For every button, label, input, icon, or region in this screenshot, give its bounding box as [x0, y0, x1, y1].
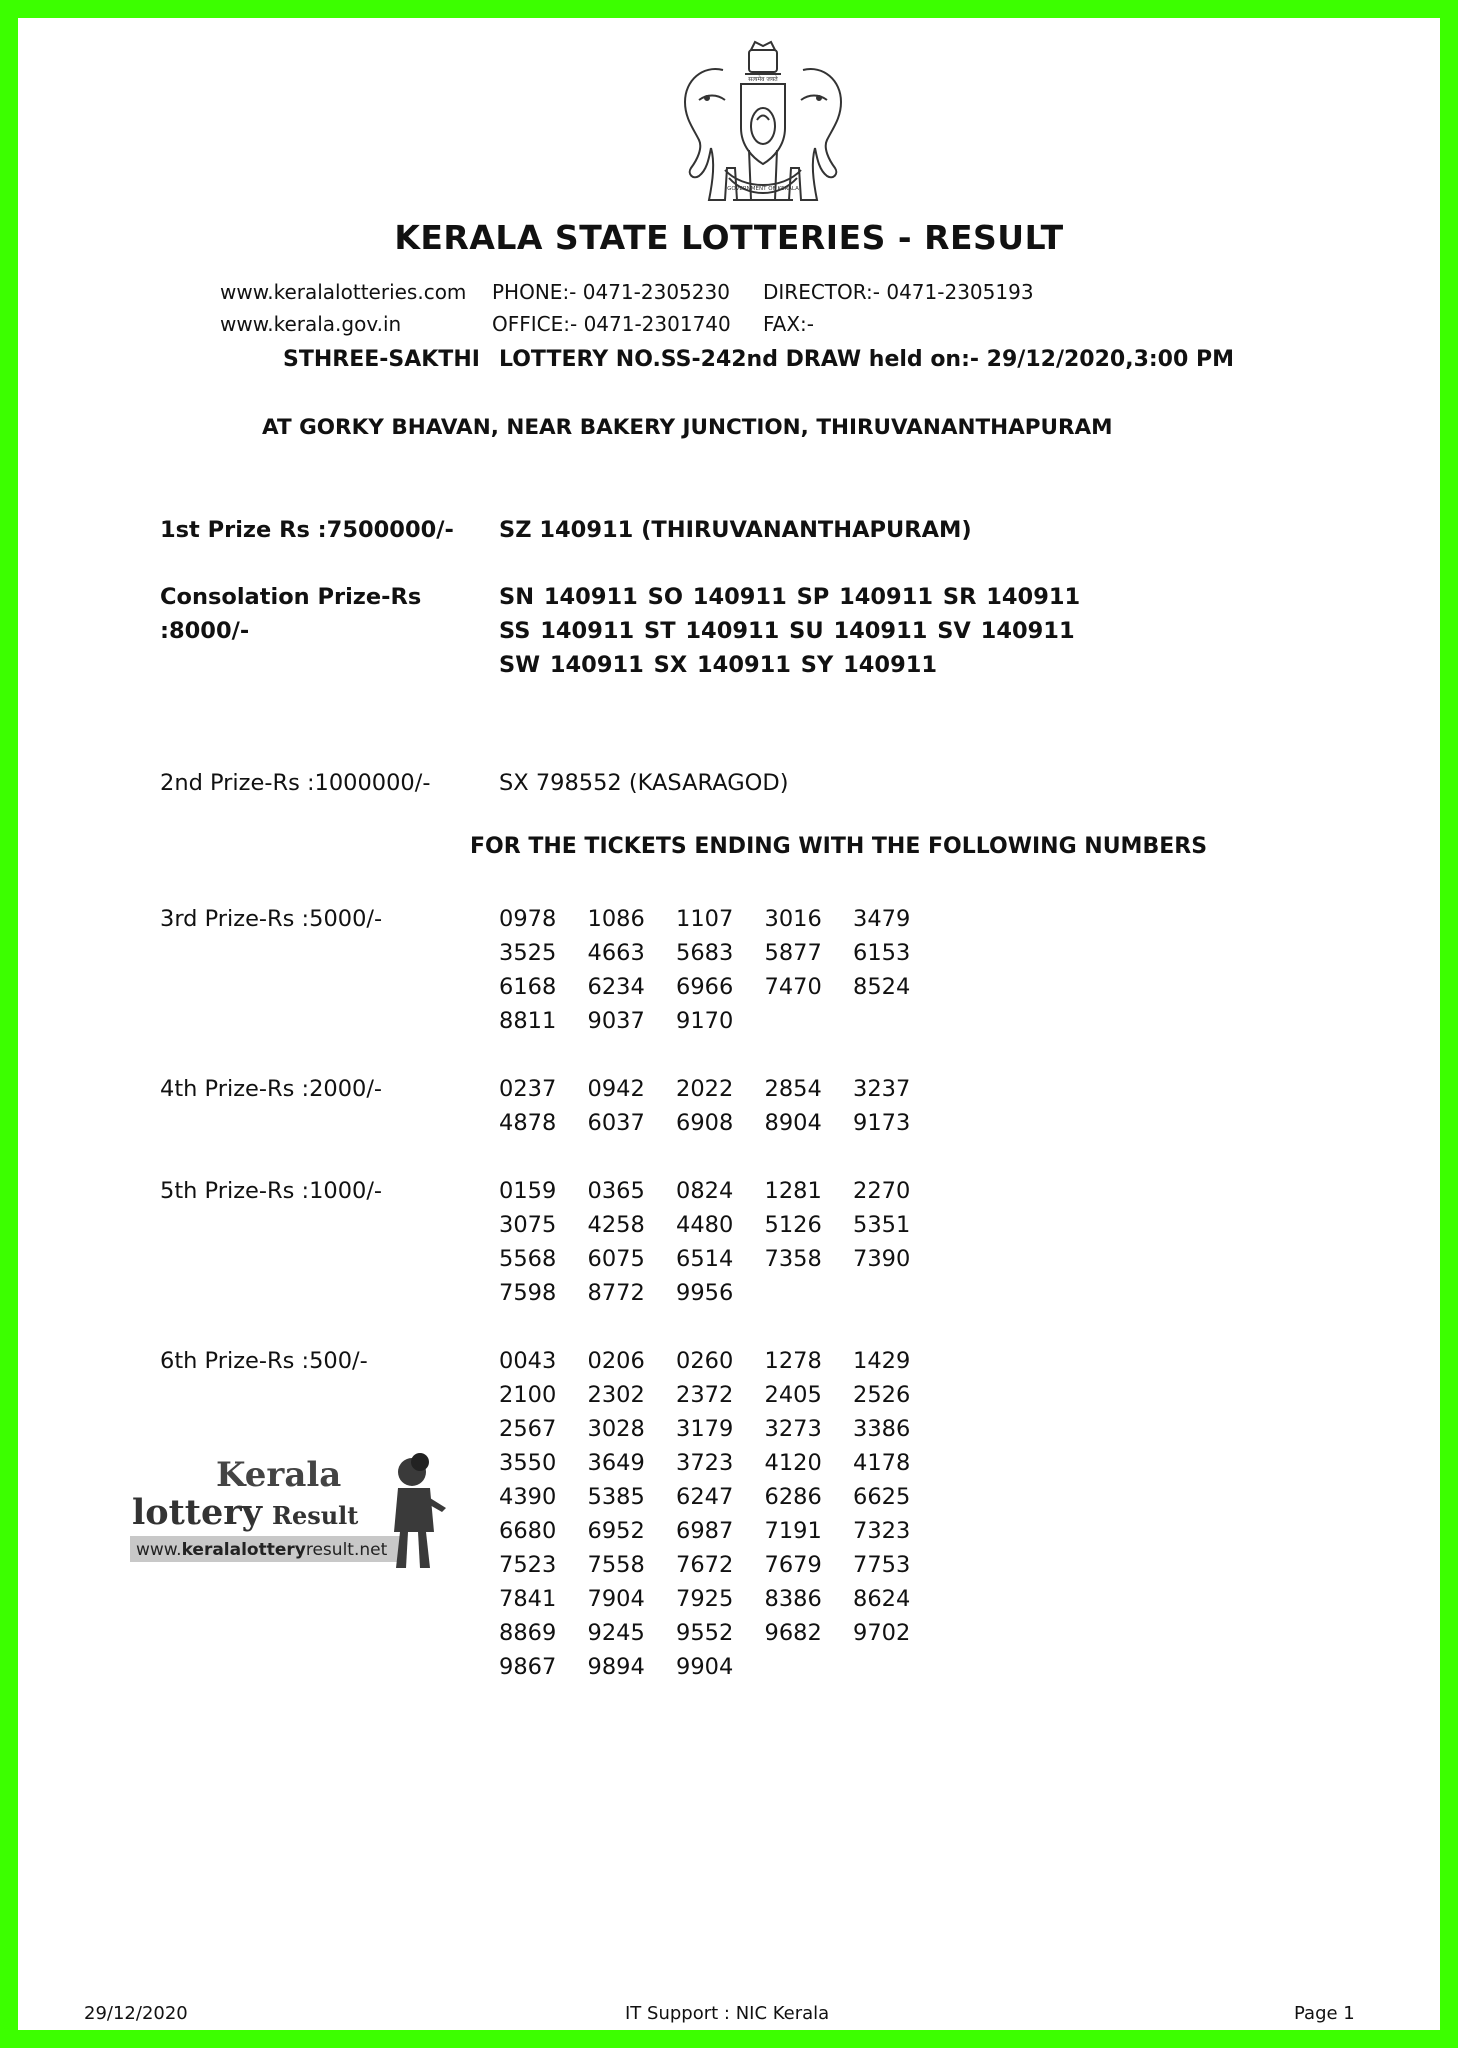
kerala-emblem-icon	[663, 40, 863, 212]
winning-number: 7679	[764, 1552, 822, 1578]
winning-number: 6168	[499, 974, 557, 1000]
winning-number: 2526	[853, 1382, 911, 1408]
winning-number: 2100	[499, 1382, 557, 1408]
second-prize-label: 2nd Prize-Rs :1000000/-	[160, 770, 431, 796]
winning-number: 6037	[587, 1110, 645, 1136]
winning-number: 1429	[853, 1348, 911, 1374]
footer-page: Page 1	[1294, 2003, 1355, 2024]
winning-number: 3075	[499, 1212, 557, 1238]
winning-number: 9173	[853, 1110, 911, 1136]
boy-figure-icon	[394, 1453, 446, 1568]
winning-number: 3179	[676, 1416, 734, 1442]
footer-date: 29/12/2020	[84, 2003, 188, 2024]
winning-number: 2270	[853, 1178, 911, 1204]
winning-number: 5877	[764, 940, 822, 966]
winning-number: 4258	[587, 1212, 645, 1238]
winning-number: 7390	[853, 1246, 911, 1272]
website-link-1[interactable]: www.keralalotteries.com	[220, 280, 467, 304]
logo-line2b: Result	[272, 1501, 359, 1530]
svg-text:www.keralalotteryresult.net	[136, 1540, 388, 1560]
winning-number: 6987	[676, 1518, 734, 1544]
winning-number: 4480	[676, 1212, 734, 1238]
fourth-prize-label: 4th Prize-Rs :2000/-	[160, 1076, 383, 1102]
phone-number: PHONE:- 0471-2305230	[492, 280, 730, 304]
ending-numbers-heading: FOR THE TICKETS ENDING WITH THE FOLLOWING NUMBERS	[470, 834, 1208, 859]
page-title: KERALA STATE LOTTERIES - RESULT	[394, 218, 1064, 257]
third-prize-label: 3rd Prize-Rs :5000/-	[160, 906, 383, 932]
winning-number: 2405	[764, 1382, 822, 1408]
winning-number: 0206	[587, 1348, 645, 1374]
winning-number: 4120	[764, 1450, 822, 1476]
winning-number: 3237	[853, 1076, 911, 1102]
winning-number: 8811	[499, 1008, 557, 1034]
winning-number: 4663	[587, 940, 645, 966]
consolation-label-line1: Consolation Prize-Rs	[160, 584, 422, 610]
winning-number: 8869	[499, 1620, 557, 1646]
winning-number: 6625	[853, 1484, 911, 1510]
winning-number: 5683	[676, 940, 734, 966]
winning-number: 9956	[676, 1280, 734, 1306]
winning-number: 9904	[676, 1654, 734, 1680]
winning-number: 9894	[587, 1654, 645, 1680]
winning-number: 6234	[587, 974, 645, 1000]
winning-number: 6680	[499, 1518, 557, 1544]
director-number: DIRECTOR:- 0471-2305193	[763, 280, 1034, 304]
sixth-prize-numbers	[499, 1344, 942, 1684]
winning-number: 9682	[764, 1620, 822, 1646]
winning-number: 0159	[499, 1178, 557, 1204]
winning-number: 6286	[764, 1484, 822, 1510]
winning-number: 2022	[676, 1076, 734, 1102]
logo-url-c: result	[305, 1540, 354, 1560]
winning-number: 2854	[764, 1076, 822, 1102]
logo-line1: Kerala	[216, 1455, 342, 1495]
winning-number: 2567	[499, 1416, 557, 1442]
winning-number: 3649	[587, 1450, 645, 1476]
fax-number: FAX:-	[763, 312, 815, 336]
winning-number: 4390	[499, 1484, 557, 1510]
logo-line2a: lottery	[132, 1492, 263, 1533]
winning-number: 6153	[853, 940, 911, 966]
winning-number: 7191	[764, 1518, 822, 1544]
winning-number: 7523	[499, 1552, 557, 1578]
winning-number: 7323	[853, 1518, 911, 1544]
winning-number: 9867	[499, 1654, 557, 1680]
emblem-caption: GOVERNMENT OF KERALA	[727, 186, 799, 192]
winning-number: 5385	[587, 1484, 645, 1510]
winning-number: 6952	[587, 1518, 645, 1544]
logo-url-a: www.	[136, 1540, 182, 1560]
office-number: OFFICE:- 0471-2301740	[492, 312, 731, 336]
lottery-name: STHREE-SAKTHI	[283, 347, 480, 372]
winning-number: 6908	[676, 1110, 734, 1136]
winning-number: 3723	[676, 1450, 734, 1476]
first-prize-label: 1st Prize Rs :7500000/-	[160, 517, 454, 543]
winning-number: 8386	[764, 1586, 822, 1612]
winning-number: 7598	[499, 1280, 557, 1306]
winning-number: 2302	[587, 1382, 645, 1408]
draw-info: LOTTERY NO.SS-242nd DRAW held on:- 29/12/2020,3:00 PM	[499, 347, 1234, 372]
consolation-numbers: SN 140911 SO 140911 SP 140911 SR 140911 SS 140911 ST 140911 SU 140911 SV 140911 SW 140911 SX 140911 SY 140911	[499, 584, 1081, 678]
second-prize-number: SX 798552 (KASARAGOD)	[499, 770, 789, 796]
winning-number: 0043	[499, 1348, 557, 1374]
winning-number: 8624	[853, 1586, 911, 1612]
winning-number: 9037	[587, 1008, 645, 1034]
winning-number: 0978	[499, 906, 557, 932]
result-sheet	[18, 18, 1440, 2030]
winning-number: 0824	[676, 1178, 734, 1204]
winning-number: 9552	[676, 1620, 734, 1646]
winning-number: 9170	[676, 1008, 734, 1034]
winning-number: 0942	[587, 1076, 645, 1102]
winning-number: 3273	[764, 1416, 822, 1442]
sixth-prize-label: 6th Prize-Rs :500/-	[160, 1348, 368, 1374]
winning-number: 7925	[676, 1586, 734, 1612]
draw-venue: AT GORKY BHAVAN, NEAR BAKERY JUNCTION, THIRUVANANTHAPURAM	[262, 415, 1113, 440]
winning-number: 7904	[587, 1586, 645, 1612]
winning-number: 4878	[499, 1110, 557, 1136]
winning-number: 8904	[764, 1110, 822, 1136]
winning-number: 0260	[676, 1348, 734, 1374]
winning-number: 1278	[764, 1348, 822, 1374]
winning-number: 3479	[853, 906, 911, 932]
first-prize-number: SZ 140911 (THIRUVANANTHAPURAM)	[499, 517, 972, 543]
winning-number: 5126	[764, 1212, 822, 1238]
logo-url-d: .net	[353, 1540, 388, 1560]
winning-number: 1107	[676, 906, 734, 932]
winning-number: 7841	[499, 1586, 557, 1612]
winning-number: 7753	[853, 1552, 911, 1578]
winning-number: 7470	[764, 974, 822, 1000]
winning-number: 6247	[676, 1484, 734, 1510]
winning-number: 7358	[764, 1246, 822, 1272]
winning-number: 9245	[587, 1620, 645, 1646]
winning-number: 6966	[676, 974, 734, 1000]
winning-number: 9702	[853, 1620, 911, 1646]
footer-support: IT Support : NIC Kerala	[625, 2003, 830, 2024]
winning-number: 3550	[499, 1450, 557, 1476]
svg-text:सत्यमेव जयते: सत्यमेव जयते	[748, 76, 778, 83]
winning-number: 7558	[587, 1552, 645, 1578]
winning-number: 3016	[764, 906, 822, 932]
third-prize-numbers	[499, 902, 942, 1038]
winning-number: 7672	[676, 1552, 734, 1578]
winning-number: 8524	[853, 974, 911, 1000]
logo-url-b: keralalottery	[181, 1540, 306, 1560]
winning-number: 1086	[587, 906, 645, 932]
winning-number: 3386	[853, 1416, 911, 1442]
kerala-lottery-result-logo	[130, 1450, 450, 1572]
winning-number: 0237	[499, 1076, 557, 1102]
fifth-prize-label: 5th Prize-Rs :1000/-	[160, 1178, 383, 1204]
fourth-prize-numbers	[499, 1072, 942, 1140]
winning-number: 8772	[587, 1280, 645, 1306]
winning-number: 2372	[676, 1382, 734, 1408]
winning-number: 3028	[587, 1416, 645, 1442]
winning-number: 4178	[853, 1450, 911, 1476]
winning-number: 5351	[853, 1212, 911, 1238]
winning-number: 6075	[587, 1246, 645, 1272]
winning-number: 0365	[587, 1178, 645, 1204]
consolation-label-line2: :8000/-	[160, 618, 250, 644]
winning-number: 5568	[499, 1246, 557, 1272]
winning-number: 6514	[676, 1246, 734, 1272]
website-link-2[interactable]: www.kerala.gov.in	[220, 312, 402, 336]
fifth-prize-numbers	[499, 1174, 942, 1310]
winning-number: 3525	[499, 940, 557, 966]
winning-number: 1281	[764, 1178, 822, 1204]
